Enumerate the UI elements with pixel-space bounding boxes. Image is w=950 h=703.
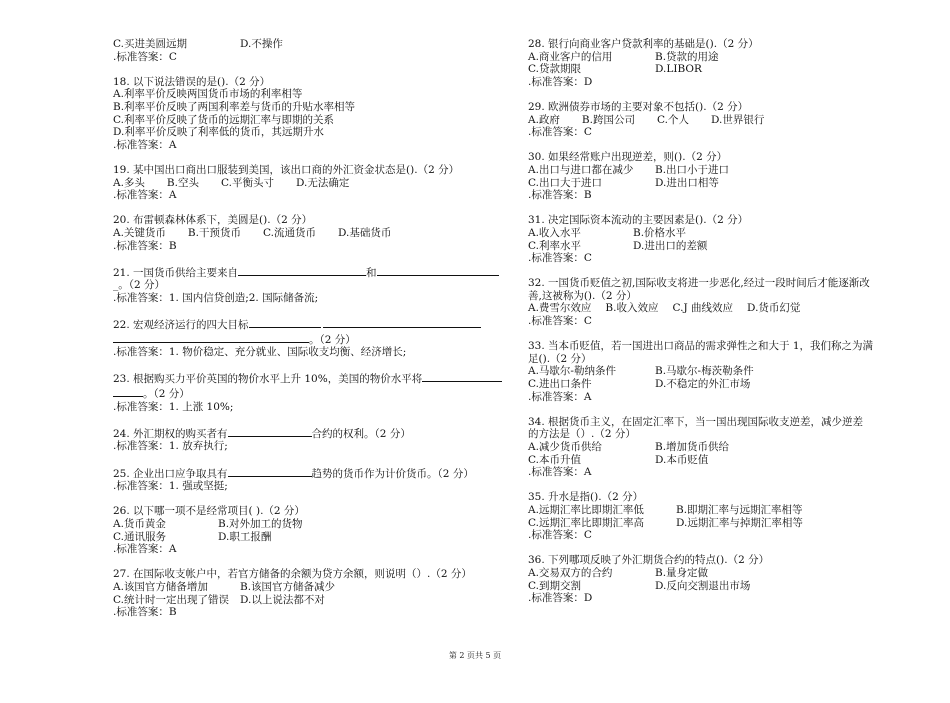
option-b: B.该国官方储备减少	[240, 580, 336, 593]
blank-line	[228, 426, 312, 437]
option-a: A.关键货币	[113, 226, 166, 239]
option-a: A.收入水平	[528, 226, 581, 239]
option-a: A.货币黄金	[113, 517, 166, 530]
stem-text: 合约的权利。（2 分）	[311, 427, 411, 440]
question-stem: 32. 一国货币贬值之初,国际收支将进一步恶化,经过一段时间后才能逐渐改	[528, 277, 870, 290]
option-a: A.减少货币供给	[528, 441, 602, 453]
option-d: D.远期汇率与掉期汇率相等	[676, 516, 803, 529]
standard-answer: .标准答案：1. 强或坚挺;	[113, 480, 228, 493]
option-c: C.通讯服务	[113, 530, 166, 543]
option-a: A.远期汇率比即期汇率低	[528, 503, 644, 516]
question-stem	[113, 371, 498, 386]
option-c: C.利率水平	[528, 239, 581, 252]
stem-text: 21. 一国货币供给主要来自	[113, 266, 239, 279]
question-30	[528, 151, 908, 201]
question-stem: 33. 当本币贬值，若一国进出口商品的需求弹性之和大于 1，我们称之为满	[528, 340, 874, 353]
standard-answer: .标准答案：B	[113, 239, 177, 252]
question-stem: 19. 某中国出口商出口服装到美国，该出口商的外汇资金状态是().（2 分）	[113, 163, 460, 176]
question-20	[113, 214, 498, 252]
option-row	[113, 581, 498, 594]
option-b: B.跨国公司	[581, 113, 635, 126]
stem-text: 22. 宏观经济运行的四大目标	[113, 319, 249, 332]
blank-line	[238, 265, 366, 276]
standard-answer: .标准答案：C	[528, 126, 592, 139]
blank-line	[377, 265, 499, 276]
standard-answer: .标准答案：C	[528, 315, 592, 328]
question-27	[113, 568, 498, 618]
option-row	[113, 38, 498, 51]
option-b: B.贷款的用途	[655, 50, 719, 63]
option-c: C.J 曲线效应	[672, 302, 734, 315]
question-stem: 27. 在国际收支帐户中，若官方储备的余额为贷方余额，则说明（）.（2 分）	[113, 568, 472, 581]
question-17-tail	[113, 38, 498, 63]
option-row	[528, 454, 908, 467]
question-31	[528, 214, 908, 264]
question-stem	[113, 466, 498, 481]
standard-answer: .标准答案：A	[113, 543, 177, 556]
stem-text: 。（2 分）	[143, 388, 190, 401]
question-stem	[113, 317, 498, 332]
option-d: D.反向交割退出市场	[655, 579, 751, 592]
option-row	[528, 51, 908, 64]
option-row	[113, 594, 498, 607]
option-b: B.利率平价反映了两国利率差与货币的升贴水率相等	[113, 100, 356, 113]
option-row	[113, 531, 498, 544]
question-26	[113, 505, 498, 555]
option-d: D.不操作	[240, 38, 283, 50]
option-b: B.对外加工的货物	[218, 517, 303, 530]
question-21	[113, 265, 498, 305]
question-23	[113, 371, 498, 413]
option-d: D.不稳定的外汇市场	[655, 378, 751, 391]
option-b: B.价格水平	[633, 226, 687, 239]
blank-line	[323, 317, 481, 328]
option-b: B.空头	[166, 176, 199, 189]
question-28	[528, 38, 908, 88]
question-stem: 34. 根据货币主义，在固定汇率下，当一国出现国际收支逆差，减少逆差	[528, 415, 864, 428]
option-row	[528, 441, 908, 454]
standard-answer: .标准答案：1. 国内信贷创造;2. 国际储备流;	[113, 291, 319, 304]
option-b: B.收入效应	[605, 302, 659, 315]
question-34	[528, 416, 908, 479]
standard-answer: .标准答案：A	[528, 390, 592, 403]
option-a: A.马歇尔-勒纳条件	[528, 365, 616, 378]
option-a: A.多头	[113, 176, 145, 189]
standard-answer: .标准答案：A	[113, 189, 177, 202]
option-a: A.出口与进口都在减少	[528, 163, 634, 176]
option-row	[528, 227, 908, 240]
option-c: C.贷款期限	[528, 63, 581, 76]
option-row	[113, 177, 498, 190]
question-22	[113, 317, 498, 359]
question-stem: 29. 欧洲债券市场的主要对象不包括().（2 分）	[528, 100, 749, 113]
question-stem: 36. 下列哪项反映了外汇期货合约的特点().（2 分）	[528, 554, 770, 567]
option-c: C.到期交割	[528, 579, 581, 592]
option-row	[528, 378, 908, 391]
blank-line	[422, 371, 502, 382]
option-row	[113, 518, 498, 531]
stem-text: 25. 企业出口应争取具有	[113, 467, 228, 480]
question-stem: 26. 以下哪一项不是经常项目( ).（2 分）	[113, 505, 305, 518]
standard-answer: .标准答案：A	[113, 138, 177, 151]
standard-answer: .标准答案：A	[528, 466, 592, 479]
option-b: B.增加货币供给	[655, 441, 730, 453]
blank-line	[249, 317, 321, 328]
right-column	[528, 38, 908, 617]
option-row	[528, 177, 908, 190]
standard-answer: .标准答案：1. 放弃执行;	[113, 440, 228, 453]
option-c: C.流通货币	[262, 226, 316, 239]
question-18	[113, 76, 498, 152]
option-d: D.货币幻觉	[747, 302, 801, 315]
option-c: C.统计时一定出现了错误	[113, 593, 229, 606]
standard-answer: .标准答案：D	[528, 592, 593, 605]
option-a: A.政府	[528, 113, 560, 126]
question-stem-cont: 足().（2 分）	[528, 352, 592, 365]
question-stem-cont	[113, 332, 498, 347]
option-c: C.买进美圆远期	[113, 38, 187, 50]
option-row	[528, 114, 908, 127]
option-row	[113, 227, 498, 240]
question-29	[528, 101, 908, 139]
option-b: B.马歇尔-梅茨勒条件	[655, 365, 754, 378]
question-36	[528, 554, 908, 604]
question-stem-cont: _。（2 分）	[113, 279, 166, 292]
option-row	[528, 302, 908, 315]
option-d: D.进出口相等	[655, 176, 719, 189]
option-a: A.该国官方储备增加	[113, 580, 208, 593]
option-row	[528, 63, 908, 76]
question-stem-cont: 善,这被称为().（2 分）	[528, 289, 637, 302]
question-19	[113, 164, 498, 202]
question-stem-cont: 的方法是（）.（2 分）	[528, 428, 636, 441]
option-d: D.无法确定	[295, 176, 350, 189]
option-d: D.利率平价反映了利率低的货币，其远期升水	[113, 126, 324, 139]
option-d: D.世界银行	[710, 113, 765, 126]
blank-line	[228, 466, 312, 477]
option-c: C.出口大于进口	[528, 176, 602, 189]
option-a: A.交易双方的合约	[528, 566, 613, 579]
option-a: A.费雪尔效应	[528, 302, 592, 315]
question-stem-cont	[113, 386, 498, 401]
option-row	[528, 517, 908, 530]
question-stem: 20. 布雷顿森林体系下，美圆是().（2 分）	[113, 214, 313, 227]
option-b: B.干预货币	[187, 226, 241, 239]
option-c: C.远期汇率比即期汇率高	[528, 516, 644, 529]
option-c: C.个人	[656, 113, 689, 126]
question-25	[113, 466, 498, 493]
stem-text: 23. 根据购买力平价英国的物价水平上升 10%，美国的物价水平将	[113, 373, 423, 386]
standard-answer: .标准答案：C	[528, 252, 592, 265]
standard-answer: .标准答案：1. 物价稳定、充分就业、国际收支均衡、经济增长;	[113, 346, 407, 359]
blank-line	[113, 386, 143, 397]
option-row	[528, 580, 908, 593]
option-c: C.进出口条件	[528, 378, 592, 391]
question-stem: 28. 银行向商业客户贷款利率的基础是().（2 分）	[528, 38, 759, 50]
standard-answer: .标准答案：B	[113, 606, 177, 619]
question-stem: 30. 如果经常账户出现逆差，则().（2 分）	[528, 151, 728, 164]
option-d: D.以上说法都不对	[240, 593, 325, 606]
question-24	[113, 426, 498, 453]
option-d: D.本币贬值	[655, 453, 709, 466]
question-stem	[113, 265, 498, 280]
stem-text: 和	[366, 266, 377, 279]
question-stem: 35. 升水是指().（2 分）	[528, 491, 644, 504]
option-c: C.平衡头寸	[220, 176, 274, 189]
option-d: D.基础货币	[337, 226, 392, 239]
option-c: C.利率平价反映了货币的远期汇率与即期的关系	[113, 113, 334, 126]
option-row	[528, 365, 908, 378]
page-number-footer: 第 2 页共 5 页	[448, 651, 502, 660]
standard-answer: .标准答案：C	[113, 50, 177, 63]
question-35	[528, 491, 908, 541]
stem-text: 趋势的货币作为计价货币。（2 分）	[311, 467, 474, 480]
option-b: B.出口小于进口	[655, 163, 730, 176]
question-stem	[113, 426, 498, 441]
option-b: B.即期汇率与远期汇率相等	[676, 503, 803, 516]
standard-answer: .标准答案：1. 上涨 10%;	[113, 400, 234, 413]
stem-text: 。（2 分）	[309, 333, 356, 346]
option-row	[528, 504, 908, 517]
blank-line	[113, 332, 309, 343]
standard-answer: .标准答案：C	[528, 529, 592, 542]
option-d: D.职工报酬	[218, 530, 272, 543]
standard-answer: .标准答案：D	[528, 75, 593, 88]
option-a: A.商业客户的信用	[528, 50, 613, 63]
option-d: D.进出口的差额	[633, 239, 708, 252]
left-column	[113, 38, 498, 631]
option-c: C.本币升值	[528, 453, 581, 466]
option-row	[528, 240, 908, 253]
option-b: B.量身定做	[655, 566, 709, 579]
option-row	[528, 164, 908, 177]
option-row	[528, 567, 908, 580]
question-32	[528, 277, 908, 327]
question-stem: 31. 决定国际资本流动的主要因素是().（2 分）	[528, 214, 749, 227]
question-33	[528, 340, 908, 403]
standard-answer: .标准答案：B	[528, 189, 592, 202]
option-a: A.利率平价反映两国货币市场的利率相等	[113, 88, 303, 101]
question-stem: 18. 以下说法错误的是().（2 分）	[113, 75, 271, 88]
stem-text: 24. 外汇期权的购买者有	[113, 427, 228, 440]
option-d: D.LIBOR	[655, 63, 702, 76]
